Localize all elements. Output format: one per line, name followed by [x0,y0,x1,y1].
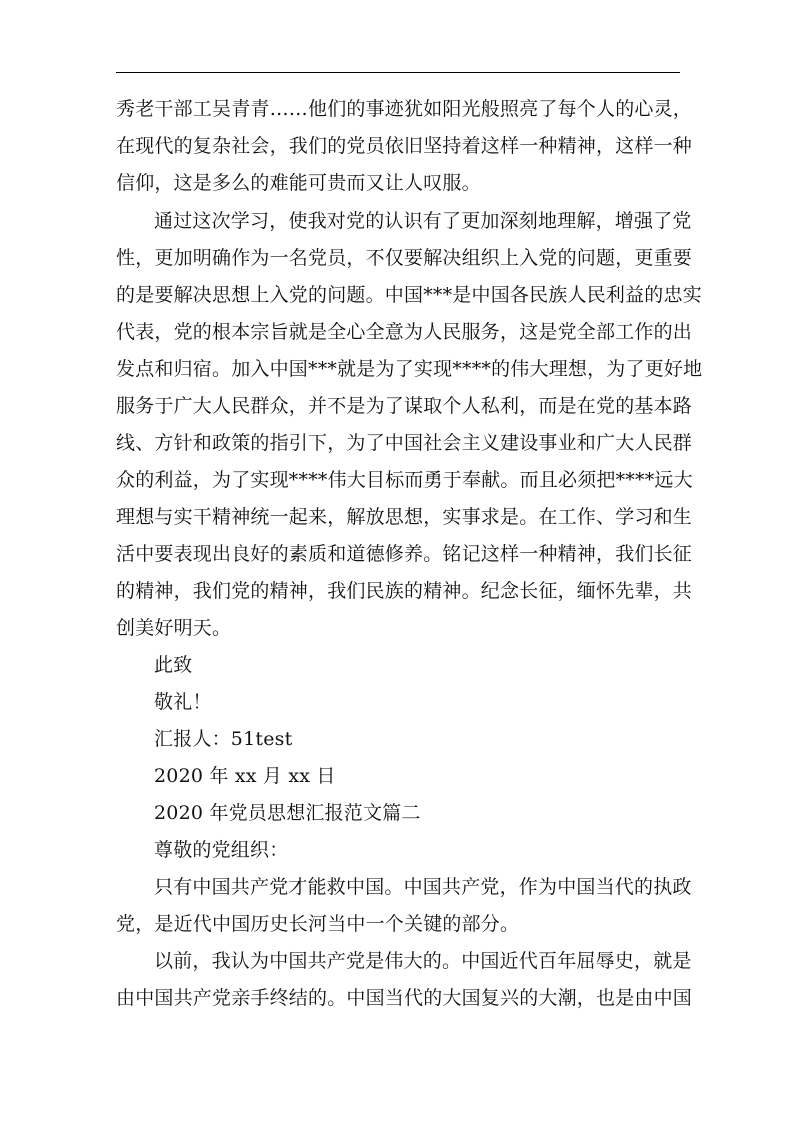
text-line: 众的利益，为了实现****伟大目标而勇于奉献。而且必须把****远大 [116,469,693,491]
text-line: 线、方针和政策的指引下，为了中国社会主义建设事业和广大人民群 [116,432,693,454]
text-line: 代表，党的根本宗旨就是全心全意为人民服务，这是党全部工作的出 [116,321,693,343]
text-line: 创美好明天。 [116,617,232,639]
text-line: 服务于广大人民群众，并不是为了谋取个人私利，而是在党的基本路 [116,395,693,417]
header-rule [116,72,680,73]
text-line: 性，更加明确作为一名党员，不仅要解决组织上入党的问题，更重要 [116,247,693,269]
text-line: 由中国共产党亲手终结的。中国当代的大国复兴的大潮，也是由中国 [116,987,693,1009]
text-line: 在现代的复杂社会，我们的党员依旧坚持着这样一种精神，这样一种 [116,135,693,157]
text-line: 通过这次学习，使我对党的认识有了更加深刻地理解，增强了党 [154,210,692,232]
text-line: 党，是近代中国历史长河当中一个关键的部分。 [116,913,520,935]
text-line: 活中要表现出良好的素质和道德修养。铭记这样一种精神，我们长征 [116,543,693,565]
text-line: 以前，我认为中国共产党是伟大的。中国近代百年屈辱史，就是 [154,950,692,972]
salute-line: 敬礼！ [154,691,212,713]
reporter-line: 汇报人：51test [154,728,293,750]
text-line: 信仰，这是多么的难能可贵而又让人叹服。 [116,172,481,194]
text-line: 理想与实干精神统一起来，解放思想，实事求是。在工作、学习和生 [116,506,693,528]
section-title: 2020 年党员思想汇报范文篇二 [154,802,421,824]
text-line: 的是要解决思想上入党的问题。中国***是中国各民族人民利益的忠实 [116,284,702,306]
text-line: 发点和归宿。加入中国***就是为了实现****的伟大理想，为了更好地 [116,358,703,380]
text-line: 只有中国共产党才能救中国。中国共产党，作为中国当代的执政 [154,876,692,898]
closing-line: 此致 [154,654,193,676]
salutation-line: 尊敬的党组织： [154,839,289,861]
text-line: 秀老干部工吴青青……他们的事迹犹如阳光般照亮了每个人的心灵， [116,98,693,120]
date-line: 2020 年 xx 月 xx 日 [154,765,336,787]
text-line: 的精神，我们党的精神，我们民族的精神。纪念长征，缅怀先辈，共 [116,580,693,602]
